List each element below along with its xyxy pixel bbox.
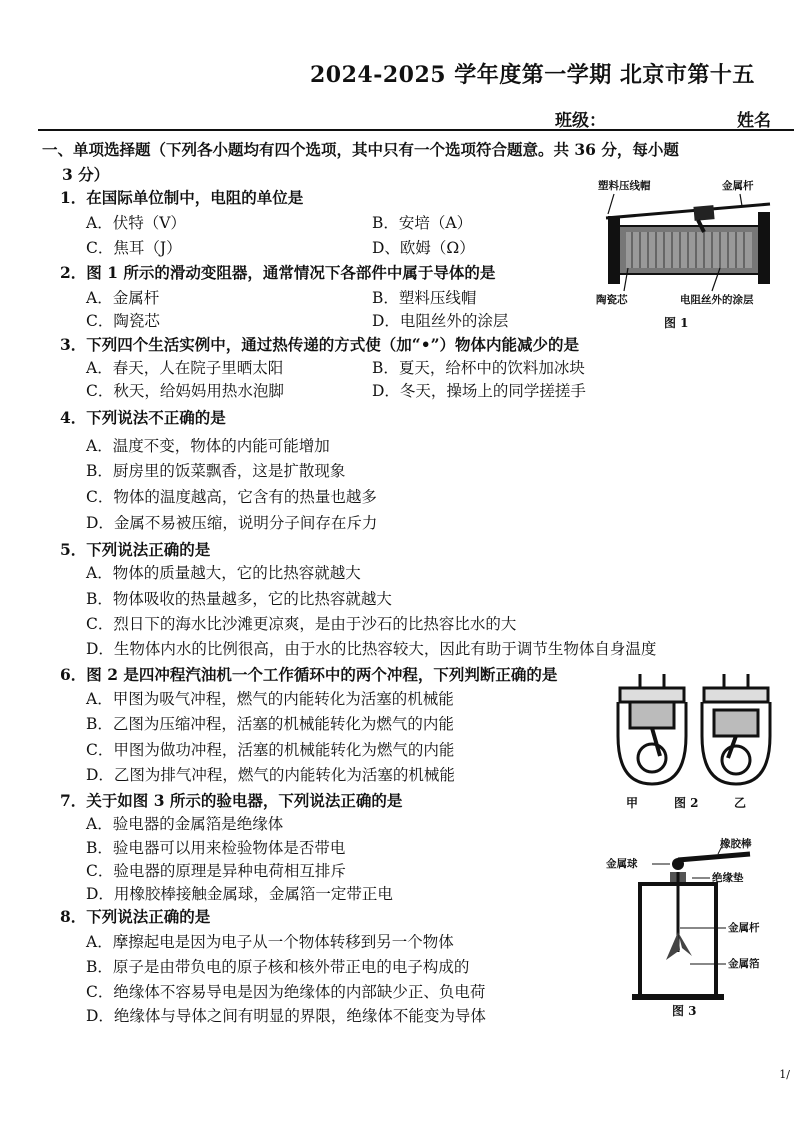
header-divider [38, 129, 794, 131]
fig3-caption: 图 3 [672, 1004, 697, 1018]
fig3-label-metal-ball: 金属球 [606, 858, 638, 870]
q3-option-b: B．夏天，给杯中的饮料加冰块 [372, 359, 585, 377]
section-heading-cont: 3 分） [62, 165, 110, 184]
q5-option-a: A．物体的质量越大，它的比热容就越大 [86, 564, 361, 582]
fig1-label-plastic-cap: 塑料压线帽 [598, 180, 651, 192]
q5-option-b: B．物体吸收的热量越多，它的比热容就越大 [86, 590, 392, 608]
fig1-label-metal-rod: 金属杆 [722, 180, 754, 192]
fig1-label-coating: 电阻丝外的涂层 [680, 294, 754, 306]
q2-option-c: C．陶瓷芯 [86, 312, 160, 330]
q6-option-d: D．乙图为排气冲程，燃气的内能转化为活塞的机械能 [86, 766, 455, 784]
section-heading-text: 一、单项选择题（下列各小题均有四个选项，其中只有一个选项符合题意。共 36 分，每小题 [42, 140, 679, 159]
page-number: 1/ [779, 1068, 790, 1081]
q3-stem: 3．下列四个生活实例中，通过热传递的方式使（加“•”）物体内能减少的是 [60, 335, 580, 354]
fig3-label-insulator-pad: 绝缘垫 [712, 872, 744, 884]
q8-option-b: B．原子是由带负电的原子核和核外带正电的电子构成的 [86, 958, 470, 976]
fig3-label-rubber-rod: 橡胶棒 [720, 838, 752, 850]
q5-option-c: C．烈日下的海水比沙滩更凉爽，是由于沙石的比热容比水的大 [86, 615, 517, 633]
rheostat-drawing [592, 176, 782, 331]
q4-stem: 4．下列说法不正确的是 [60, 408, 226, 427]
engine-jia [618, 674, 686, 784]
q1-option-a: A．伏特（V） [86, 214, 186, 232]
q4-option-c: C．物体的温度越高，它含有的热量也越多 [86, 488, 377, 506]
q5-option-d: D．生物体内水的比例很高，由于水的比热容较大，因此有助于调节生物体自身温度 [86, 640, 657, 658]
q4-option-d: D．金属不易被压缩，说明分子间存在斥力 [86, 514, 378, 532]
figure-3 [600, 832, 790, 1022]
fig3-label-metal-foil: 金属箔 [728, 958, 760, 970]
q1-option-b: B．安培（A） [372, 214, 473, 232]
q7-option-d: D．用橡胶棒接触金属球，金属箔一定带正电 [86, 885, 393, 903]
q5-stem: 5．下列说法正确的是 [60, 540, 211, 559]
q7-option-c: C．验电器的原理是异种电荷相互排斥 [86, 862, 346, 880]
q2-stem: 2．图 1 所示的滑动变阻器，通常情况下各部件中属于导体的是 [60, 263, 496, 282]
q3-option-a: A．春天，人在院子里晒太阳 [86, 359, 284, 377]
fig1-caption: 图 1 [664, 316, 689, 330]
figure-2 [612, 666, 782, 812]
class-label: 班级： [555, 111, 606, 131]
name-label: 姓名 [737, 111, 771, 131]
fig2-caption: 图 2 [674, 796, 699, 810]
q6-option-b: B．乙图为压缩冲程，活塞的机械能转化为燃气的内能 [86, 715, 454, 733]
fig2-caption-yi: 乙 [734, 796, 747, 810]
q8-option-c: C．绝缘体不容易导电是因为绝缘体的内部缺少正、负电荷 [86, 983, 486, 1001]
q7-option-b: B．验电器可以用来检验物体是否带电 [86, 839, 346, 857]
q7-option-a: A．验电器的金属箔是绝缘体 [86, 815, 284, 833]
q1-option-d: D、欧姆（Ω） [372, 239, 475, 257]
q6-stem: 6．图 2 是四冲程汽油机一个工作循环中的两个冲程，下列判断正确的是 [60, 665, 558, 684]
q2-option-d: D．电阻丝外的涂层 [372, 312, 509, 330]
q7-stem: 7．关于如图 3 所示的验电器，下列说法正确的是 [60, 791, 403, 810]
q1-option-c: C．焦耳（J） [86, 239, 182, 257]
q8-option-a: A．摩擦起电是因为电子从一个物体转移到另一个物体 [86, 933, 454, 951]
q6-option-a: A．甲图为吸气冲程，燃气的内能转化为活塞的机械能 [86, 690, 454, 708]
fig2-caption-jia: 甲 [626, 796, 639, 810]
q8-stem: 8．下列说法正确的是 [60, 907, 211, 926]
q4-option-b: B．厨房里的饭菜飘香，这是扩散现象 [86, 462, 346, 480]
fig3-label-metal-rod: 金属杆 [728, 922, 760, 934]
q1-stem: 1．在国际单位制中，电阻的单位是 [60, 188, 304, 207]
q3-option-c: C．秋天，给妈妈用热水泡脚 [86, 382, 284, 400]
q3-option-d: D．冬天，操场上的同学搓搓手 [372, 382, 586, 400]
q2-option-a: A．金属杆 [86, 289, 160, 307]
fig1-label-ceramic-core: 陶瓷芯 [596, 294, 628, 306]
q6-option-c: C．甲图为做功冲程，活塞的机械能转化为燃气的内能 [86, 741, 455, 759]
exam-title: 2024-2025 学年度第一学期 北京市第十五 [310, 62, 755, 88]
q8-option-d: D．绝缘体与导体之间有明显的界限，绝缘体不能变为导体 [86, 1007, 486, 1025]
engine-yi [702, 674, 770, 784]
figure-1 [592, 176, 782, 331]
engine-strokes-drawing [612, 666, 782, 794]
q4-option-a: A．温度不变，物体的内能可能增加 [86, 437, 330, 455]
class-name-line [555, 106, 771, 131]
q2-option-b: B．塑料压线帽 [372, 289, 477, 307]
